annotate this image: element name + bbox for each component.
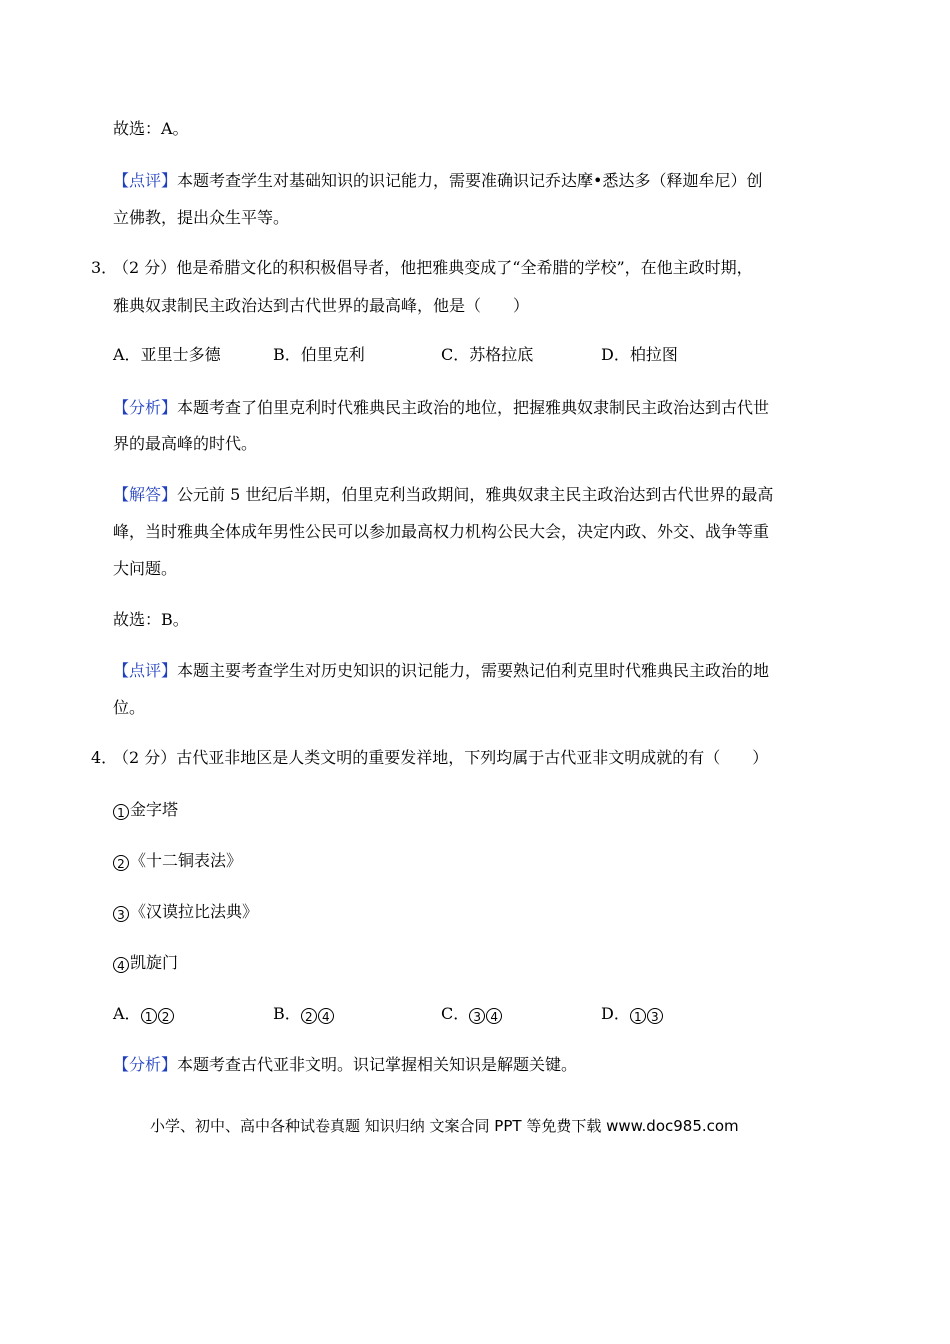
q4-option-a: [113, 1004, 175, 1024]
q4-stem-line1: （2 分）古代亚非地区是人类文明的重要发祥地，下列均属于古代亚非文明成就的有（ ）: [113, 748, 769, 767]
q3-stem-line1: （2 分）他是希腊文化的积积极倡导者，他把雅典变成了“全希腊的学校”，在他主政时期，: [113, 258, 753, 277]
option-letter: A．: [113, 1004, 141, 1023]
q4-item-3: [113, 902, 258, 922]
q4-analysis-line1: [113, 1055, 577, 1075]
q4-option-b: [273, 1004, 335, 1024]
option-letter: C．: [441, 345, 470, 364]
q4-item-4: [113, 953, 178, 973]
q3-solution-text1: 公元前 5 世纪后半期，伯里克利当政期间，雅典奴隶主民主政治达到古代世界的最高: [177, 485, 774, 504]
circled-number: 2: [301, 1008, 317, 1024]
q4-analysis-text1: 本题考查古代亚非文明。识记掌握相关知识是解题关键。: [177, 1055, 578, 1074]
q3-option-c: [441, 345, 533, 365]
q3-number: 3．: [91, 258, 118, 277]
circled-number: 2: [158, 1008, 174, 1024]
q4-option-d: [601, 1004, 664, 1024]
option-letter: D．: [601, 345, 630, 364]
q4-item-1: [113, 800, 178, 820]
q3-option-a: [113, 345, 221, 365]
q3-solution-line2: 峰，当时雅典全体成年男性公民可以参加最高权力机构公民大会，决定内政、外交、战争等重: [113, 522, 770, 541]
page-footer: 小学、初中、高中各种试卷真题 知识归纳 文案合同 PPT 等免费下载 www.doc985.com: [150, 1117, 739, 1135]
item-text: 《汉谟拉比法典》: [130, 902, 259, 921]
q2-answer: 故选：A。: [113, 119, 189, 138]
q3-analysis-line2: 界的最高峰的时代。: [113, 434, 258, 453]
option-letter: B．: [273, 345, 301, 364]
circled-number: 2: [113, 855, 129, 871]
review-tag: 【点评】: [113, 661, 178, 680]
q3-option-d: [601, 345, 678, 365]
analysis-tag: 【分析】: [113, 1055, 178, 1074]
option-letter: C．: [441, 1004, 470, 1023]
solution-tag: 【解答】: [113, 485, 178, 504]
option-letter: D．: [601, 1004, 630, 1023]
option-letter: A．: [113, 345, 141, 364]
item-text: 《十二铜表法》: [130, 851, 243, 870]
circled-number: 3: [647, 1008, 663, 1024]
q3-review-line2: 位。: [113, 698, 146, 717]
q3-analysis-text1: 本题考查了伯里克利时代雅典民主政治的地位，把握雅典奴隶制民主政治达到古代世: [177, 398, 770, 417]
q3-solution-line3: 大问题。: [113, 559, 178, 578]
q3-review-line1: [113, 661, 769, 681]
circled-number: 4: [113, 957, 129, 973]
q2-review-line2: 立佛教，提出众生平等。: [113, 208, 290, 227]
analysis-tag: 【分析】: [113, 398, 178, 417]
q3-solution-line1: [113, 485, 773, 505]
circled-number: 1: [141, 1008, 157, 1024]
option-letter: B．: [273, 1004, 301, 1023]
circled-number: 4: [486, 1008, 502, 1024]
q4-number: 4．: [91, 748, 118, 767]
review-tag: 【点评】: [113, 171, 178, 190]
q2-review-text1: 本题考查学生对基础知识的识记能力，需要准确识记乔达摩•悉达多（释迦牟尼）创: [177, 171, 763, 190]
circled-number: 1: [113, 804, 129, 820]
item-text: 金字塔: [130, 800, 179, 819]
q4-item-2: [113, 851, 242, 871]
option-text: 柏拉图: [629, 345, 678, 364]
q2-review-line1: [113, 171, 762, 191]
circled-number: 4: [318, 1008, 334, 1024]
q3-review-text1: 本题主要考查学生对历史知识的识记能力，需要熟记伯利克里时代雅典民主政治的地: [177, 661, 770, 680]
q3-option-b: [273, 345, 365, 365]
q3-analysis-line1: [113, 398, 769, 418]
circled-number: 1: [630, 1008, 646, 1024]
option-text: 伯里克利: [300, 345, 365, 364]
q3-answer: 故选：B。: [113, 610, 189, 629]
circled-number: 3: [113, 906, 129, 922]
option-text: 亚里士多德: [140, 345, 221, 364]
circled-number: 3: [469, 1008, 485, 1024]
item-text: 凯旋门: [130, 953, 179, 972]
q4-option-c: [441, 1004, 503, 1024]
q3-stem-line2: 雅典奴隶制民主政治达到古代世界的最高峰，他是（ ）: [113, 296, 530, 315]
option-text: 苏格拉底: [469, 345, 534, 364]
